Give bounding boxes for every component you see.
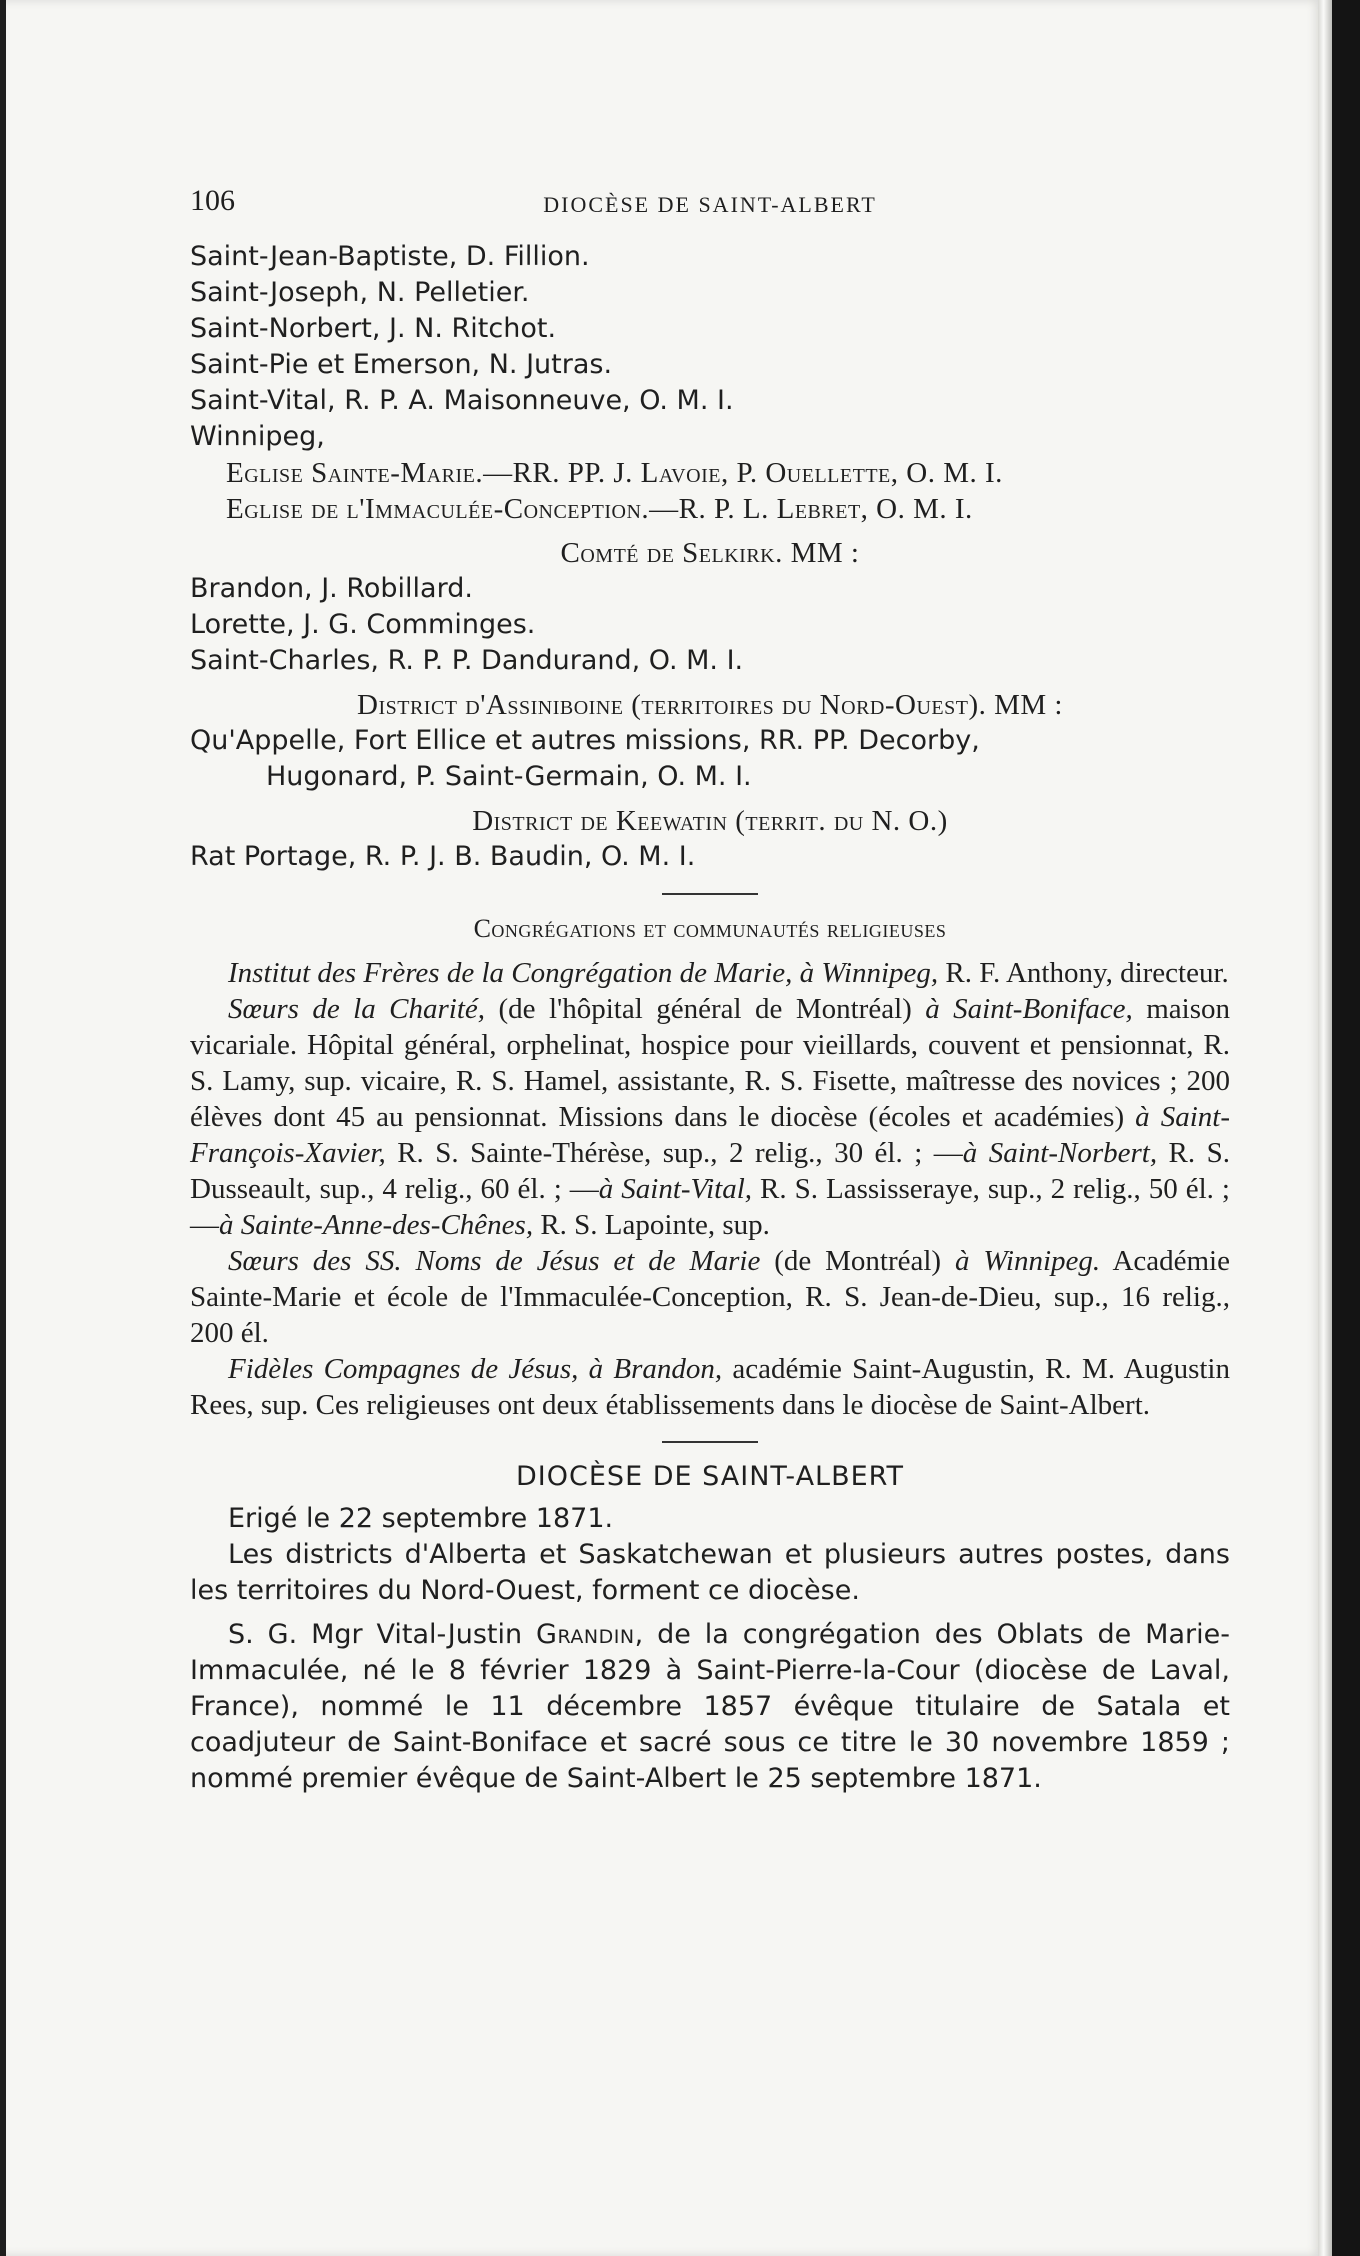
parish-line: Winnipeg,	[190, 421, 325, 452]
selkirk-line: Lorette, J. G. Comminges.	[190, 609, 536, 640]
diocese-districts: Les districts d'Alberta et Saskatchewan et plusieurs autres postes, dans les territoires du Nord-Ouest, forment ce diocèse.	[190, 1539, 1230, 1606]
section-divider	[662, 1441, 758, 1443]
parish-line: Saint-Jean-Baptiste, D. Fillion.	[190, 241, 590, 272]
bishop-paragraph: S. G. Mgr Vital-Justin Grandin, de la congrégation des Oblats de Marie-Immaculée, né le 8 février 1829 à Saint-Pierre-la-Cour (diocèse de Laval, France), nommé le 11 décembre 1857 évêque titulaire de Satala et coadjuteur de Saint-Boniface et sacré sous ce titre le 30 novembre 1859 ; nommé premier évêque de Saint-Albert le 25 septembre 1871.	[190, 1619, 1230, 1794]
page-number: 106	[190, 184, 235, 217]
running-title: DIOCÈSE DE SAINT-ALBERT	[543, 192, 877, 217]
parish-list	[190, 239, 1230, 527]
congregations-heading: Congrégations et communautés religieuses	[473, 914, 947, 943]
bishop-name: Grandin	[536, 1619, 635, 1650]
church-line: Eglise Sainte-Marie.—RR. PP. J. Lavoie, P. Ouellette, O. M. I.	[226, 457, 1003, 489]
parish-line: Saint-Norbert, J. N. Ritchot.	[190, 313, 557, 344]
parish-line: Saint-Pie et Emerson, N. Jutras.	[190, 349, 613, 380]
congregation-paragraph: Fidèles Compagnes de Jésus, à Brandon, académie Saint-Augustin, R. M. Augustin Rees, sup. Ces religieuses ont deux établissements dans le diocèse de Saint-Albert.	[190, 1353, 1230, 1421]
selkirk-heading: Comté de Selkirk. MM :	[560, 537, 860, 569]
page-body	[190, 175, 1230, 1797]
church-line: Eglise de l'Immaculée-Conception.—R. P. L. Lebret, O. M. I.	[226, 493, 973, 525]
congregation-name: Institut des Frères de la Congrégation de Marie, à Winnipeg,	[228, 957, 939, 989]
congregation-paragraph: Sœurs de la Charité, (de l'hôpital général de Montréal) à Saint-Boniface, maison vicariale. Hôpital général, orphelinat, hospice pour vieillards, couvent et pensionnat, R. S. Lamy, sup. vicaire, R. S. Hamel, assistante, R. S. Fisette, maîtresse des novices ; 200 élèves dont 45 au pensionnat. Missions dans le diocèse (écoles et académies) à Saint-François-Xavier, R. S. Sainte-Thérèse, sup., 2 relig., 30 él. ; —à Saint-Norbert, R. S. Dusseault, sup., 4 relig., 60 él. ; —à Saint-Vital, R. S. Lassisseraye, sup., 2 relig., 50 él. ;—à Sainte-Anne-des-Chênes, R. S. Lapointe, sup.	[190, 993, 1230, 1241]
parish-line: Saint-Vital, R. P. A. Maisonneuve, O. M. I.	[190, 385, 734, 416]
section-divider	[662, 893, 758, 895]
assiniboine-line: Qu'Appelle, Fort Ellice et autres missions, RR. PP. Decorby,	[190, 725, 980, 756]
assiniboine-heading: District d'Assiniboine (territoires du Nord-Ouest). MM :	[357, 689, 1063, 721]
running-header	[190, 175, 1230, 221]
keewatin-line: Rat Portage, R. P. J. B. Baudin, O. M. I.	[190, 841, 696, 872]
scan-border	[1332, 0, 1360, 2256]
congregation-paragraph: Institut des Frères de la Congrégation de Marie, à Winnipeg, R. F. Anthony, directeur.	[228, 957, 1229, 989]
selkirk-line: Brandon, J. Robillard.	[190, 573, 473, 604]
congregation-paragraph: Sœurs des SS. Noms de Jésus et de Marie (de Montréal) à Winnipeg. Académie Sainte-Marie et école de l'Immaculée-Conception, R. S. Jean-de-Dieu, sup., 16 relig., 200 él.	[190, 1245, 1230, 1349]
page-edge	[1318, 0, 1332, 2256]
assiniboine-line: Hugonard, P. Saint-Germain, O. M. I.	[266, 761, 752, 792]
diocese-erected: Erigé le 22 septembre 1871.	[228, 1503, 614, 1534]
selkirk-line: Saint-Charles, R. P. P. Dandurand, O. M. I.	[190, 645, 744, 676]
keewatin-heading: District de Keewatin (territ. du N. O.)	[472, 805, 948, 837]
parish-line: Saint-Joseph, N. Pelletier.	[190, 277, 530, 308]
diocese-title: DIOCÈSE DE SAINT-ALBERT	[516, 1461, 904, 1492]
